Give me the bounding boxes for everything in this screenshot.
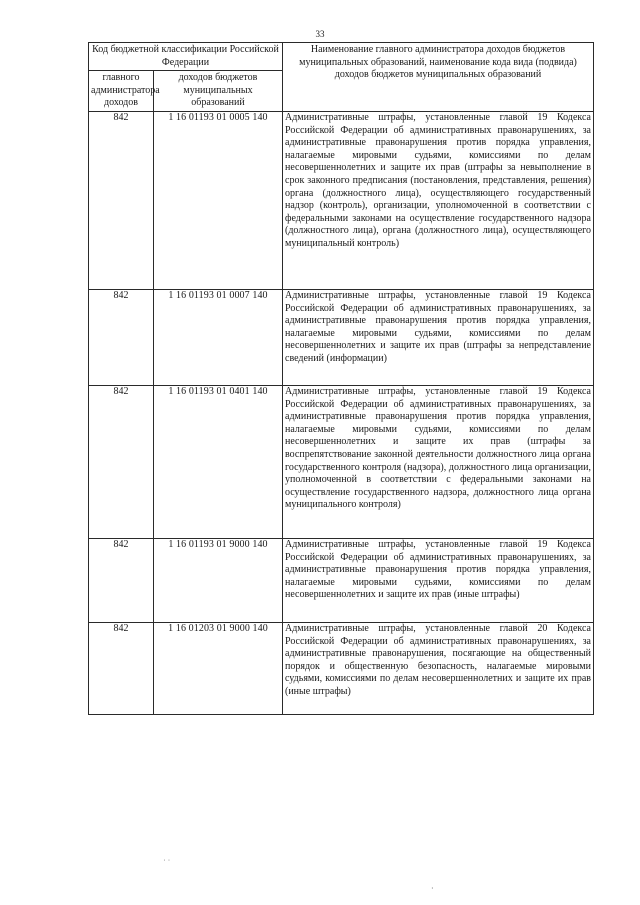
income-code-cell: 1 16 01193 01 9000 140 — [154, 538, 283, 622]
admin-code-cell: 842 — [89, 289, 154, 385]
scan-speck: · — [431, 884, 434, 893]
income-name-cell: Административные штрафы, установленные главой 19 Кодекса Российской Федерации об административных правонарушениях, за административные правонарушения против порядка управления, налагаемые мировыми судьями, комиссиями по делам несовершеннолетних и защите их прав (штрафы за невыполнение в срок законного предписания (постановления, представления, решения) органа (должностного лица), осуществляющего государственный надзор (контроль), организации, уполномоченной в соответствии с федеральными законами на осуществление государственного надзора (должностного лица), органа (должностного лица), осуществляющего муниципальный контроль) — [283, 111, 594, 289]
table-row — [89, 111, 594, 289]
income-name-cell: Административные штрафы, установленные главой 19 Кодекса Российской Федерации об административных правонарушениях, за административные правонарушения против порядка управления, налагаемые мировыми судьями, комиссиями по делам несовершеннолетних и защите их прав (штрафы за воспрепятствование законной деятельности должностного лица органа государственного контроля (надзора), должностного лица организации, уполномоченной в соответствии с федеральными законами на осуществление государственного надзора, должностного лица органа муниципального контроля) — [283, 385, 594, 538]
income-code-cell: 1 16 01193 01 0005 140 — [154, 111, 283, 289]
table-body — [89, 111, 594, 714]
header-municipal-income: доходов бюджетов муниципальных образований — [154, 71, 283, 112]
admin-code-cell: 842 — [89, 622, 154, 714]
table-header — [89, 43, 594, 112]
header-main-administrator: главного администратора доходов — [89, 71, 154, 112]
budget-classification-table — [88, 42, 594, 715]
table-row — [89, 622, 594, 714]
table-row — [89, 385, 594, 538]
income-code-cell: 1 16 01203 01 9000 140 — [154, 622, 283, 714]
income-name-cell: Административные штрафы, установленные главой 19 Кодекса Российской Федерации об административных правонарушениях, за административные правонарушения против порядка управления, налагаемые мировыми судьями, комиссиями по делам несовершеннолетних и защите их прав (штрафы за непредставление сведений (информации) — [283, 289, 594, 385]
income-name-cell: Административные штрафы, установленные главой 20 Кодекса Российской Федерации об административных правонарушениях, за административные правонарушения, посягающие на общественный порядок и общественную безопасность, налагаемые мировыми судьями, комиссиями по делам несовершеннолетних и защите их прав (иные штрафы) — [283, 622, 594, 714]
admin-code-cell: 842 — [89, 538, 154, 622]
income-code-cell: 1 16 01193 01 0401 140 — [154, 385, 283, 538]
income-name-cell: Административные штрафы, установленные главой 19 Кодекса Российской Федерации об административных правонарушениях, за административные правонарушения против порядка управления, налагаемые мировыми судьями, комиссиями по делам несовершеннолетних и защите их прав (иные штрафы) — [283, 538, 594, 622]
table-row — [89, 538, 594, 622]
table-header-row — [89, 43, 594, 71]
header-budget-classification-code: Код бюджетной классификации Российской Федерации — [89, 43, 283, 71]
table-row — [89, 289, 594, 385]
page-number: 33 — [315, 29, 325, 39]
scan-speck: ˙ ˙ — [163, 858, 171, 867]
income-code-cell: 1 16 01193 01 0007 140 — [154, 289, 283, 385]
header-name: Наименование главного администратора доходов бюджетов муниципальных образований, наименование кода вида (подвида) доходов бюджетов муниципальных образований — [283, 43, 594, 112]
admin-code-cell: 842 — [89, 385, 154, 538]
admin-code-cell: 842 — [89, 111, 154, 289]
